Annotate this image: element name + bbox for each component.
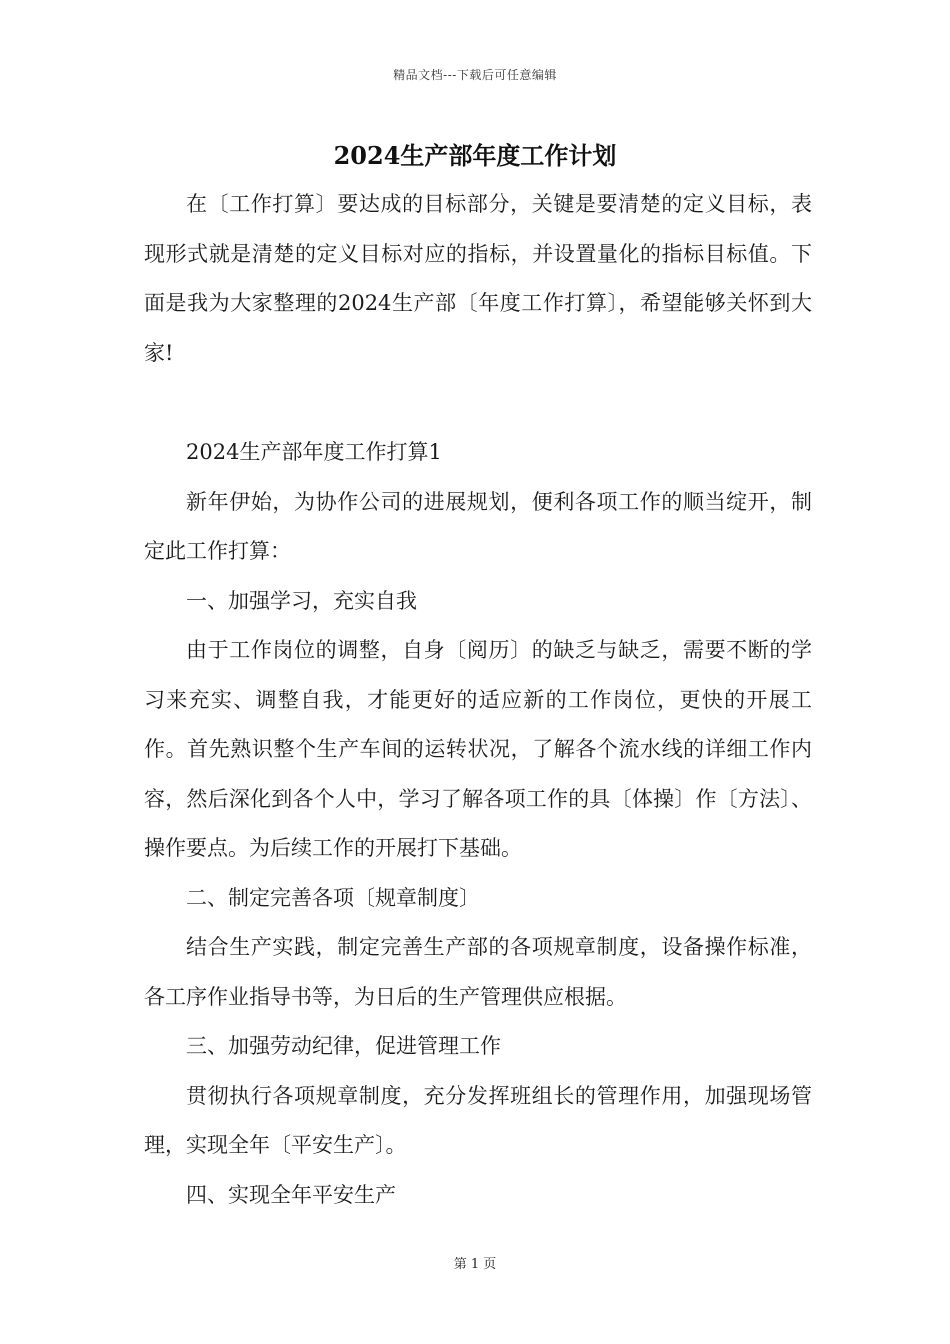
section-title: 2024生产部年度工作打算1 (186, 440, 442, 464)
paragraph-4: 贯彻执行各项规章制度，充分发挥班组长的管理作用，加强现场管理，实现全年〔平安生产〕。 (144, 1083, 812, 1157)
paragraph-2: 由于工作岗位的调整，自身〔阅历〕的缺乏与缺乏，需要不断的学习来充实、调整自我，才能更好的适应新的工作岗位，更快的开展工作。首先熟识整个生产车间的运转状况，了解各个流水线的详细工作内容，然后深化到各个人中，学习了解各项工作的具〔体操〕作〔方法〕、操作要点。为后续工作的开展打下基础。 (144, 638, 812, 860)
document-title: 2024生产部年度工作计划 (333, 141, 617, 170)
blank-line (144, 378, 812, 428)
page-number: 第 1 页 (453, 1257, 497, 1272)
heading-3: 三、加强劳动纪律，促进管理工作 (186, 1034, 501, 1058)
heading-1: 一、加强学习，充实自我 (186, 588, 417, 613)
paragraph-1: 新年伊始，为协作公司的进展规划，便利各项工作的顺当绽开，制定此工作打算： (144, 489, 812, 563)
heading-2: 二、制定完善各项〔规章制度〕 (186, 885, 480, 910)
paragraph-3: 结合生产实践，制定完善生产部的各项规章制度，设备操作标准，各工序作业指导书等，为日后的生产管理供应根据。 (144, 935, 812, 1009)
header-note: 精品文档---下载后可任意编辑 (393, 68, 557, 82)
document-body (144, 180, 812, 1220)
intro-paragraph: 在〔工作打算〕要达成的目标部分，关键是要清楚的定义目标，表现形式就是清楚的定义目标对应的指标，并设置量化的指标目标值。下面是我为大家整理的2024生产部〔年度工作打算〕，希望能够关怀到大家! (144, 192, 812, 365)
heading-4: 四、实现全年平安生产 (186, 1182, 396, 1207)
